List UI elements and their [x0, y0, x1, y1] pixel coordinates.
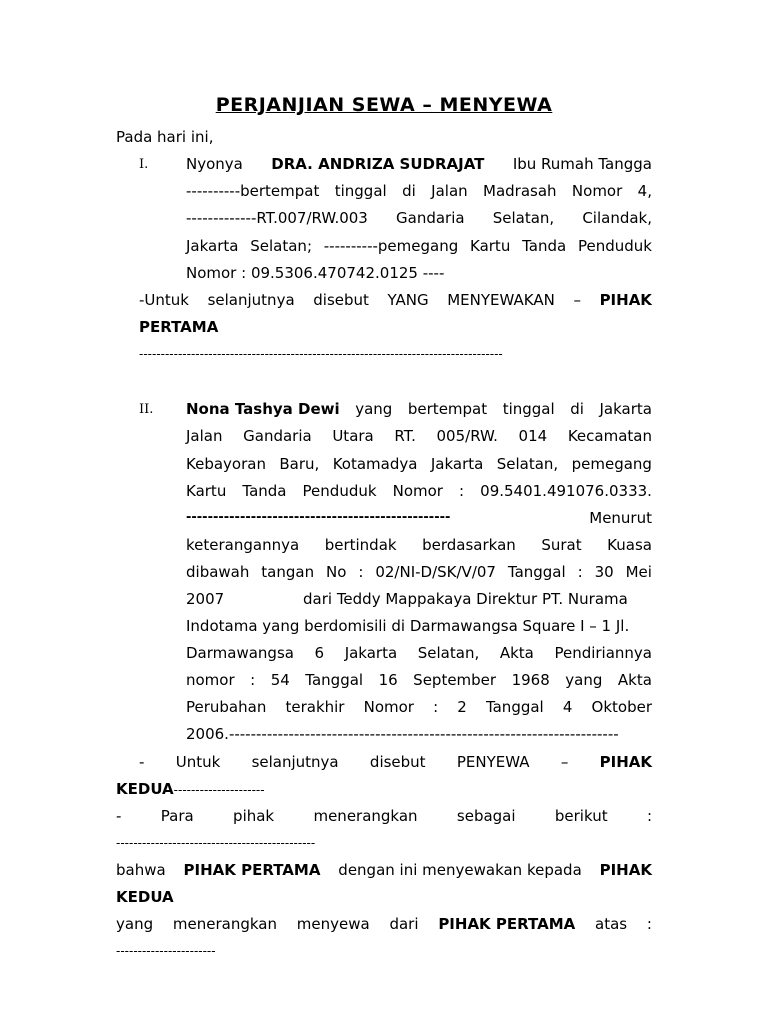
party1-line3: -------------RT.007/RW.003 Gandaria Selatan, Cilandak, [186, 209, 652, 227]
opening-line: Pada hari ini, [116, 128, 214, 146]
party2-line4: Kartu Tanda Penduduk Nomor : 09.5401.491076.0333. [186, 482, 652, 500]
party2-number: II. [139, 402, 154, 417]
party2-line2: Jalan Gandaria Utara RT. 005/RW. 014 Kecamatan [186, 427, 652, 445]
party1-reference-line2: PERTAMA [139, 318, 219, 336]
party2-line10: Darmawangsa 6 Jakarta Selatan, Akta Pendiriannya [186, 644, 652, 662]
document-title: PERJANJIAN SEWA – MENYEWA [215, 94, 553, 116]
party1-occupation: Ibu Rumah Tangga [512, 155, 652, 173]
party1-title: Nyonya [186, 155, 243, 173]
party1-number: I. [139, 157, 149, 172]
party2-line11: nomor : 54 Tanggal 16 September 1968 yang Akta [186, 671, 652, 689]
party1-line1 [186, 154, 652, 174]
party1-separator: ------------------------------------------------------------------------------------ [139, 347, 503, 361]
explanation-separator: ---------------------------------------------- [116, 836, 316, 850]
party2-line7: dibawah tangan No : 02/NI-D/SK/V/07 Tanggal : 30 Mei [186, 563, 652, 581]
paragraph-line3: yang menerangkan menyewa dari PIHAK PERTAMA atas : [116, 915, 652, 933]
party2-name: Nona Tashya Dewi [186, 400, 340, 418]
party2-line1: Nona Tashya Dewi yang bertempat tinggal di Jakarta [186, 400, 652, 418]
party2-line8-year: 2007 [186, 590, 225, 608]
party2-line3: Kebayoran Baru, Kotamadya Jakarta Selatan, pemegang [186, 455, 652, 473]
party2-line6: keterangannya bertindak berdasarkan Surat Kuasa [186, 536, 652, 554]
party1-reference-line1: -Untuk selanjutnya disebut YANG MENYEWAKAN – PIHAK [139, 291, 652, 309]
party1-line2: ----------bertempat tinggal di Jalan Madrasah Nomor 4, [186, 182, 652, 200]
party2-reference-line2: KEDUA--------------------- [116, 780, 265, 798]
party2-line5: ------------------------------------------------- Menurut [186, 509, 652, 527]
party2-line9: Indotama yang berdomisili di Darmawangsa Square I – 1 Jl. [186, 617, 630, 635]
party2-line13: 2006.------------------------------------------------------------------------ [186, 725, 619, 743]
explanation-line1: - Para pihak menerangkan sebagai berikut : [116, 807, 652, 825]
party1-line4: Jakarta Selatan; ----------pemegang Kartu Tanda Penduduk [186, 237, 652, 255]
party1-name: DRA. ANDRIZA SUDRAJAT [271, 155, 485, 173]
paragraph-line2: KEDUA [116, 888, 174, 906]
party2-reference-line1: - Untuk selanjutnya disebut PENYEWA – PIHAK [139, 753, 652, 771]
party2-line8: dari Teddy Mappakaya Direktur PT. Nurama [303, 590, 628, 608]
party2-line12: Perubahan terakhir Nomor : 2 Tanggal 4 Oktober [186, 698, 652, 716]
party1-line5: Nomor : 09.5306.470742.0125 ---- [186, 264, 445, 282]
paragraph-separator: ----------------------- [116, 944, 216, 958]
paragraph-line1: bahwa PIHAK PERTAMA dengan ini menyewakan kepada PIHAK [116, 861, 652, 879]
